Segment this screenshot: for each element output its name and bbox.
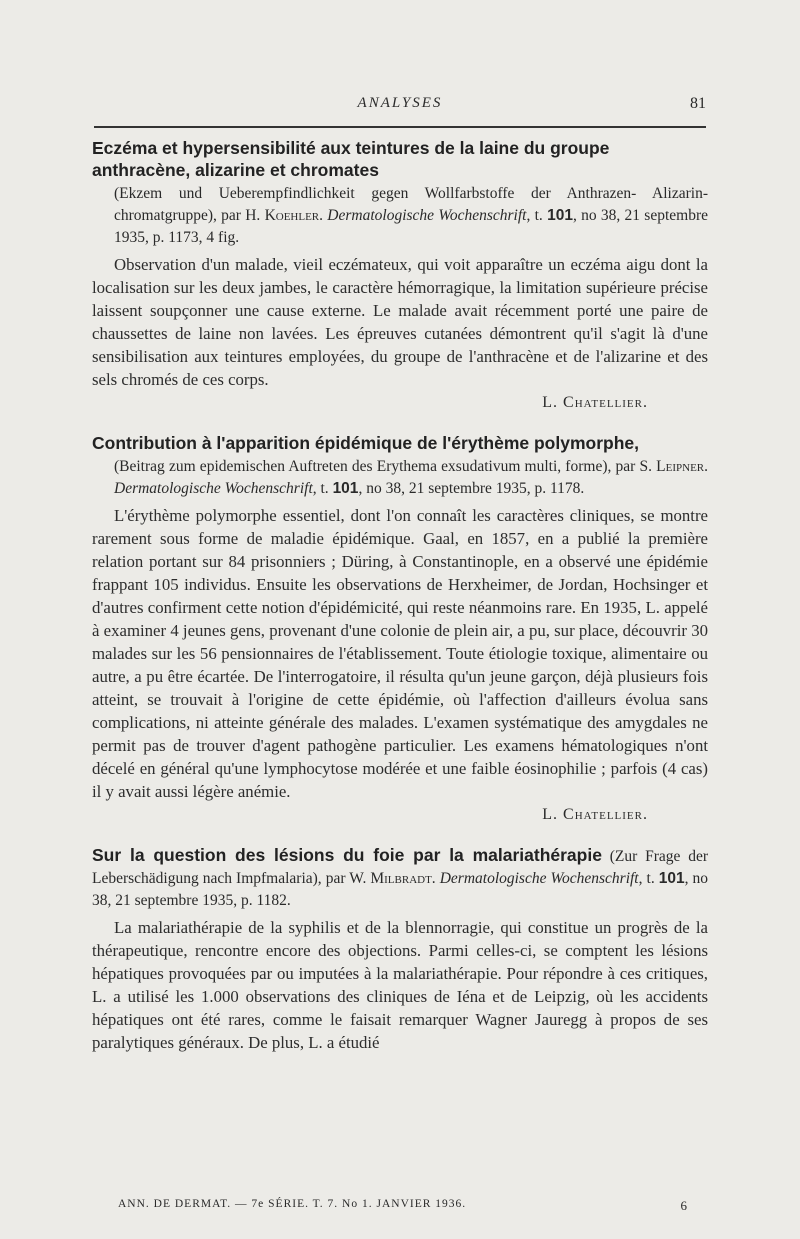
volume-number: 101	[332, 480, 359, 497]
ref-text: , no 38, 21 septembre 1935, p. 1173, 4 fig.	[114, 207, 709, 246]
ref-text: (Zur Frage der Leberschädigung nach Impfmalaria), par W.	[92, 848, 708, 887]
volume-number: 101	[547, 207, 573, 224]
article-body: L'érythème polymorphe essentiel, dont l'on connaît les caractères cliniques, se montre rarement sous forme de maladie épidémique. Gaal, en 1857, en a publié la première relation portant sur 84 prisonniers ; Düring, à Constantinople, en a observé une épidémie frappant 105 individus. Ensuite les observations de Herxheimer, de Jordan, Hochsinger et d'autres confirment cette notion d'épidémicité, qui reste néanmoins rare. En 1935, L. appelé à examiner 4 jeunes gens, provenant d'une colonie de plein air, a pu, sur place, découvrir 30 malades sur les 56 pensionnaires de l'établissement. Toute étiologie toxique, alimentaire ou autre, a pu être écartée. De l'interrogatoire, il résulta qu'un jeune garçon, déjà plusieurs fois atteint, se trouvait à l'origine de cette épidémie, où l'affection d'ailleurs évolua sans complications, ni atteinte générale des malades. L'examen systématique des amygdales ne permit pas de trouver d'agent pathogène particulier. Les examens hématologiques n'ont décelé en général qu'une lymphocytose modérée et une faible éosinophilie ; parfois (4 cas) il y avait aussi légère anémie.	[92, 506, 708, 801]
page-number: 81	[690, 95, 706, 112]
article-title: Eczéma et hypersensibilité aux teintures de la laine du groupe anthracène, alizarine et chromates	[92, 138, 610, 180]
article-title: Sur la question des lésions du foie par la malariathérapie	[92, 845, 602, 865]
page-header	[94, 95, 706, 119]
ref-text: , no 38, 21 septembre 1935, p. 1182.	[92, 870, 709, 909]
journal-name: Dermatologische Wochenschrift	[439, 870, 639, 887]
article	[92, 432, 708, 826]
signature-mark: 6	[680, 1198, 688, 1213]
ref-text: , t.	[312, 480, 333, 497]
page-footer	[118, 1198, 688, 1216]
article-body: Observation d'un malade, vieil eczémateux, qui voit apparaître un eczéma aigu dont la localisation sur les deux jambes, le caractère hémorragique, la limitation supérieure précise laissent soupçonner une cause externe. Le malade avait récemment porté une paire de chaussettes de laine non lavées. Les épreuves cutanées démontrent qu'il s'agit là d'une sensibilisation aux teintures employées, du groupe de l'anthracène et de l'alizarine et des sels chromés de ces corps.	[92, 255, 708, 389]
volume-number: 101	[658, 870, 685, 887]
article-body: La malariathérapie de la syphilis et de la blennorragie, qui constitue un progrès de la thérapeutique, rencontre encore des objections. Parmi celles-ci, se comptent les lésions hépatiques provoquées par ou imputées à la malariathérapie. Pour répondre à ces critiques, L. a utilisé les 1.000 observations des cliniques de Iéna et de Leipzig, où les accidents hépatiques ont été rares, comme le faisait remarquer Wagner Jauregg à propos de ses paralytiques généraux. De plus, L. a étudié	[92, 918, 708, 1052]
article-reference	[114, 456, 708, 500]
ref-text: , t.	[638, 870, 659, 887]
author-name: Leipner.	[656, 458, 708, 475]
ref-text: , no 38, 21 septembre 1935, p. 1178.	[358, 480, 585, 497]
article-list	[92, 137, 708, 1054]
article-signature: L. Chatellier.	[542, 394, 648, 411]
article-reference	[92, 844, 708, 912]
article	[92, 844, 708, 1054]
journal-name: Dermatologische Wochenschrift	[114, 480, 313, 497]
ref-text: (Ekzem und Ueberempfindlichkeit gegen Wollfarbstoffe der Anthrazen- Alizarin- chromatgruppe), par H.	[114, 185, 708, 224]
article-signature: L. Chatellier.	[542, 806, 648, 823]
ref-text: , t.	[526, 207, 548, 224]
header-rule	[94, 126, 706, 128]
article-reference	[114, 183, 708, 249]
author-name: Milbradt.	[370, 870, 436, 887]
article	[92, 137, 708, 414]
ref-text: (Beitrag zum epidemischen Auftreten des Erythema exsudativum multi, forme), par S.	[114, 458, 657, 475]
journal-name: Dermatologische Wochenschrift	[327, 207, 527, 224]
running-title: ANALYSES	[357, 95, 443, 111]
article-title: Contribution à l'apparition épidémique de l'érythème polymorphe,	[92, 433, 639, 453]
author-name: Koehler.	[264, 207, 324, 224]
journal-footer: ANN. DE DERMAT. — 7e SÉRIE. T. 7. No 1. JANVIER 1936.	[118, 1198, 467, 1210]
